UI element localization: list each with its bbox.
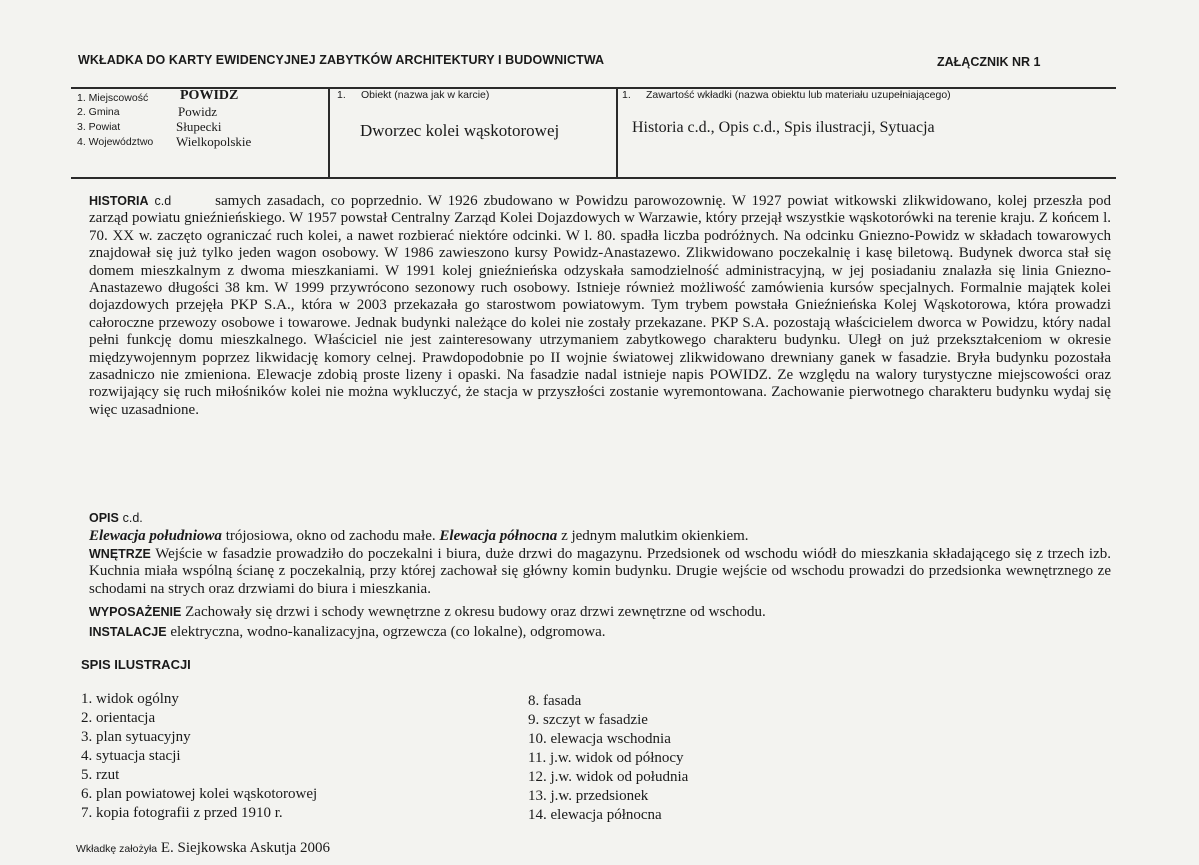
description-label: OPIS (89, 511, 119, 525)
contents-label: Zawartość wkładki (nazwa obiektu lub materiału uzupełniającego) (646, 89, 951, 101)
list-item: 4. sytuacja stacji (81, 748, 181, 764)
list-item: 1. widok ogólny (81, 691, 179, 707)
column-divider-2 (616, 87, 618, 178)
footer (76, 840, 330, 857)
value-voivodeship: Wielkopolskie (176, 134, 252, 149)
history-label: HISTORIA (89, 194, 149, 208)
illustrations-list-right (528, 692, 688, 825)
list-item: 7. kopia fotografii z przed 1910 r. (81, 805, 283, 821)
document-title: WKŁADKA DO KARTY EWIDENCYJNEJ ZABYTKÓW ARCHITEKTURY I BUDOWNICTWA (78, 53, 605, 67)
equipment-line (89, 604, 1111, 621)
list-item: 11. j.w. widok od północy (528, 750, 684, 766)
column-divider-1 (328, 87, 330, 178)
elevations-line (89, 528, 1111, 545)
illustrations-title: SPIS ILUSTRACJI (81, 657, 191, 672)
interior-label: WNĘTRZE (89, 547, 151, 561)
label-county: 3. Powiat (77, 121, 121, 133)
contents-label-number: 1. (622, 89, 631, 101)
value-locality: POWIDZ (180, 88, 239, 103)
equipment-label: WYPOSAŻENIE (89, 605, 182, 619)
list-item: 12. j.w. widok od południa (528, 769, 689, 785)
header-bottom-rule (71, 177, 1116, 179)
installations-label: INSTALACJE (89, 625, 167, 639)
list-item: 6. plan powiatowej kolei wąskotorowej (81, 786, 318, 802)
list-item: 5. rzut (81, 767, 120, 783)
list-item: 8. fasada (528, 693, 582, 709)
history-text: samych zasadach, co poprzednio. W 1926 zbudowano w Powidzu parowozownię. W 1927 powiat witkowski zlikwidowano, kolej przeszła pod zarząd powiatu gnieźnieńskiego. W 1957 powstał Centralny Zarząd Kolei Dojazdowych w Warzawie, który przejął wszystkie wąskotorówki na terenie kraju. Z końcem l. 70. XX w. zaczęto ograniczać ruch kolei, a nawet rozbierać niektóre odcinki. W l. 80. spadła liczba podróżnych. Na odcinku Gniezno-Powidz w składach towarowych znajdował się już tylko jeden wagon osobowy. W 1986 zawieszono kursy Powidz-Anastazewo. Zlikwidowano poczekalnię i kasę biletową. Budynek dworca stał się domem mieszkalnym z dwoma mieszkaniami. W 1991 kolej gnieźnieńska odzyskała samodzielność administracyjną, w jej posiadaniu znalazła się linia Gniezno-Anastazewo długości 38 km. W 1999 przywrócono sezonowy ruch osobowy. Istnieje również możliwość zamówienia kursów specjalnych. Formalnie majątek kolei dojazdowych przejęła PKP S.A., która w 2003 przekazała go starostwom powiatowym. Tym trybem powstała Gnieźnieńska Kolej Wąskotorowa, która prowadzi całoroczne przewozy osobowe i towarowe. Jednak budynki należące do kolei nie zostały przekazane. PKP S.A. pozostają właścicielem dworca w Powidzu, który nadal pełni funkcję domu mieszkalnego. Właściciel nie jest zainteresowany utrzymaniem zabytkowego charakteru budynku. Uległ on już przekształceniom w okresie międzywojennym poprzez likwidację komory celnej. Prawdopodobnie po II wojnie światowej zlikwidowano drewniany ganek w fasadzie. Bryła budynku pozostała zasadniczo nie zmieniona. Elewacje zdobią proste lizeny i opaski. Na fasadzie nadal istnieje napis POWIDZ. Ze względu na walory turystyczne miejscowości oraz rozwijający się ruch miłośników kolei nie można wykluczyć, że stacja w przyszłości zostanie wyremontowana. Zachowanie pierwotnego charakteru budynku wydaj się więc uzasadnione. (89, 193, 1112, 418)
interior-text: Wejście w fasadzie prowadziło do poczekalni i biura, duże drzwi do magazynu. Przedsionek od wschodu wiódł do mieszkania składającego się z trzech izb. Kuchnia miała wspólną ścianę z poczekalnią, przy której zachował się główny komin budynku. Drugie wejście od wschodu prowadzi do przedsionka wewnętrznego ze schodami na strych oraz drzwiami do biura i mieszkania. (89, 546, 1111, 597)
equipment-text: Zachowały się drzwi i schody wewnętrzne z okresu budowy oraz drzwi zewnętrzne od wschodu. (185, 604, 766, 620)
list-item: 9. szczyt w fasadzie (528, 712, 648, 728)
south-elevation-label: Elewacja południowa (89, 528, 222, 544)
list-item: 3. plan sytuacyjny (81, 729, 191, 745)
footer-author: E. Siejkowska Askutja 2006 (160, 840, 331, 856)
illustrations-list-left (81, 690, 317, 823)
label-locality: 1. Miejscowość (77, 92, 149, 104)
object-label: Obiekt (nazwa jak w karcie) (361, 89, 490, 101)
list-item: 10. elewacja wschodnia (528, 731, 671, 747)
value-county: Słupecki (176, 119, 222, 134)
contents-value: Historia c.d., Opis c.d., Spis ilustracji, Sytuacja (632, 119, 935, 136)
north-elevation-label: Elewacja północna (439, 528, 558, 544)
value-commune: Powidz (178, 104, 217, 119)
north-elevation-text: z jednym malutkim okienkiem. (561, 528, 749, 544)
description-section (89, 510, 1111, 527)
label-commune: 2. Gmina (77, 106, 120, 118)
annex-number: ZAŁĄCZNIK NR 1 (937, 55, 1041, 69)
history-section (89, 193, 1111, 419)
description-label-suffix: c.d. (122, 511, 143, 525)
interior-paragraph (89, 546, 1111, 598)
object-label-number: 1. (337, 89, 346, 101)
list-item: 14. elewacja północna (528, 807, 662, 823)
list-item: 13. j.w. przedsionek (528, 788, 649, 804)
history-label-suffix: c.d (154, 194, 172, 208)
installations-line (89, 624, 1111, 641)
installations-text: elektryczna, wodno-kanalizacyjna, ogrzewcza (co lokalne), odgromowa. (170, 624, 606, 640)
south-elevation-text: trójosiowa, okno od zachodu małe. (225, 528, 436, 544)
footer-label: Wkładkę założyła (76, 843, 158, 855)
list-item: 2. orientacja (81, 710, 156, 726)
object-name: Dworzec kolei wąskotorowej (360, 121, 560, 140)
label-voivodeship: 4. Województwo (77, 136, 154, 148)
